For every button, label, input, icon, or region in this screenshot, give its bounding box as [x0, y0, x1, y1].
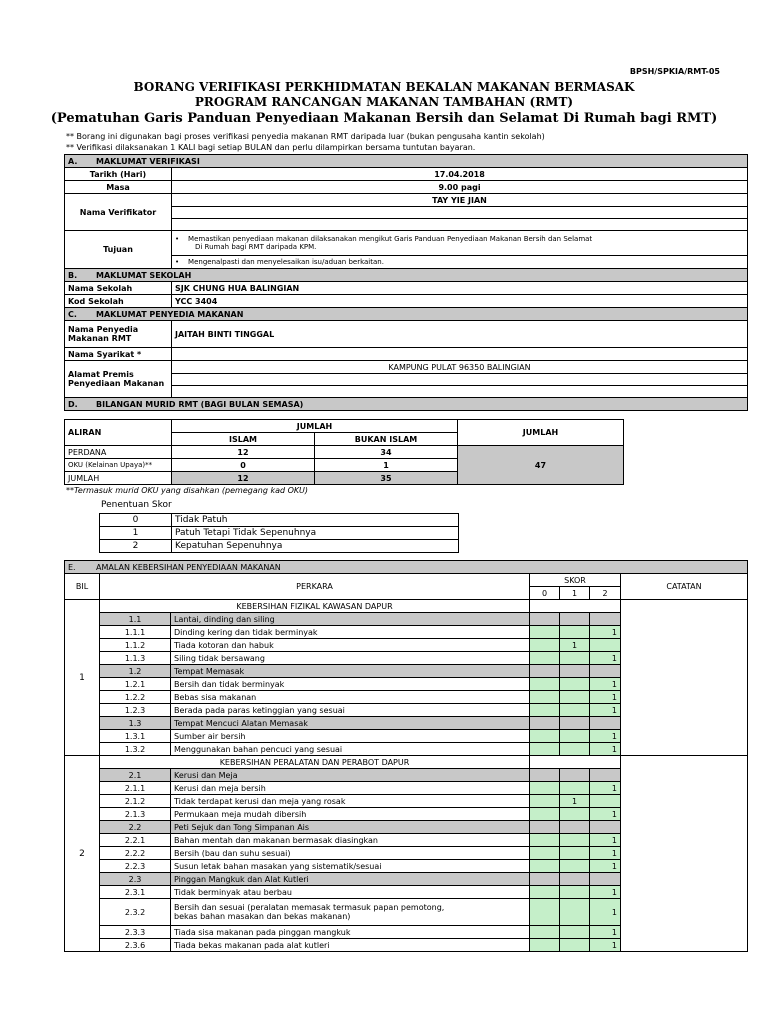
score-0-cell[interactable]: [530, 691, 560, 704]
skor-0-header: 0: [530, 587, 560, 600]
score-0-cell[interactable]: [530, 860, 560, 873]
score-value: 2: [100, 540, 172, 553]
score-2-cell[interactable]: 1: [590, 730, 621, 743]
score-2-cell[interactable]: 1: [590, 704, 621, 717]
table-row: [100, 540, 459, 553]
category-title: KEBERSIHAN PERALATAN DAN PERABOT DAPUR: [100, 756, 530, 769]
oku-bukan-islam[interactable]: 1: [315, 459, 458, 472]
section-c-label: C.: [68, 309, 77, 319]
item-number: 2.2.3: [100, 860, 171, 873]
total-students: 47: [458, 446, 624, 485]
score-0-cell[interactable]: [530, 808, 560, 821]
masa-value[interactable]: 9.00 pagi: [172, 181, 748, 194]
form-title-line2: PROGRAM RANCANGAN MAKANAN TAMBAHAN (RMT): [194, 95, 574, 109]
item-number: 1.2.3: [100, 704, 171, 717]
item-text: Kerusi dan meja bersih: [171, 782, 530, 795]
subcategory-title: Kerusi dan Meja: [171, 769, 530, 782]
table-row: [100, 527, 459, 540]
score-value: 0: [100, 514, 172, 527]
verification-info-table: [64, 154, 748, 411]
category-title: KEBERSIHAN FIZIKAL KAWASAN DAPUR: [100, 600, 530, 613]
item-number: 1.2.1: [100, 678, 171, 691]
item-number: 1.1: [100, 613, 171, 626]
score-0-cell[interactable]: [530, 834, 560, 847]
item-number: 2.3: [100, 873, 171, 886]
kod-sekolah-value[interactable]: YCC 3404: [172, 295, 748, 308]
item-number: 2.1: [100, 769, 171, 782]
item-text: Bebas sisa makanan: [171, 691, 530, 704]
form-note-2: ** Verifikasi dilaksanakan 1 KALI bagi setiap BULAN dan perlu dilampirkan bersama tuntutan bayaran.: [66, 143, 476, 152]
score-1-cell: [560, 665, 590, 678]
section-a-title: MAKLUMAT VERIFIKASI: [96, 156, 200, 166]
score-0-cell[interactable]: [530, 847, 560, 860]
score-2-cell: [590, 717, 621, 730]
form-title-line3: (Pematuhan Garis Panduan Penyediaan Makanan Bersih dan Selamat Di Rumah bagi RMT): [50, 111, 718, 126]
item-number: 2.3.2: [100, 899, 171, 926]
verifikator-blank-1[interactable]: [172, 207, 748, 219]
syarikat-value[interactable]: [172, 348, 748, 361]
perkara-header: PERKARA: [100, 574, 530, 600]
section-c-header: [65, 308, 748, 321]
score-1-cell: [560, 769, 590, 782]
section-e-label: E.: [68, 562, 76, 572]
section-b-header: [65, 269, 748, 282]
score-0-cell: [530, 717, 560, 730]
item-number: 1.1.3: [100, 652, 171, 665]
score-2-cell[interactable]: 1: [590, 939, 621, 952]
item-text: Siling tidak bersawang: [171, 652, 530, 665]
score-2-cell[interactable]: 1: [590, 899, 621, 926]
aliran-jumlah: JUMLAH: [65, 472, 172, 485]
score-description: Patuh Tetapi Tidak Sepenuhnya: [172, 527, 459, 540]
subcategory-title: Lantai, dinding dan siling: [171, 613, 530, 626]
item-text: Menggunakan bahan pencuci yang sesuai: [171, 743, 530, 756]
score-2-cell[interactable]: 1: [590, 743, 621, 756]
aliran-perdana: PERDANA: [65, 446, 172, 459]
score-0-cell[interactable]: [530, 639, 560, 652]
item-text: Bersih dan sesuai (peralatan memasak termasuk papan pemotong, bekas bahan masakan dan bekas makanan): [171, 899, 530, 926]
score-2-cell[interactable]: 1: [590, 847, 621, 860]
bukan-islam-header: BUKAN ISLAM: [315, 433, 458, 446]
score-2-cell[interactable]: 1: [590, 626, 621, 639]
form-notes: [66, 131, 545, 153]
score-1-cell[interactable]: [560, 730, 590, 743]
score-2-cell[interactable]: 1: [590, 808, 621, 821]
category-score-blank: [530, 756, 621, 769]
jumlah-group-header: JUMLAH: [172, 420, 458, 433]
category-score-blank: [530, 600, 621, 613]
score-2-cell[interactable]: [590, 795, 621, 808]
bullet-icon: •: [175, 235, 189, 243]
bil-number: 2: [65, 756, 100, 952]
item-number: 1.3: [100, 717, 171, 730]
penyedia-value[interactable]: JAITAH BINTI TINGGAL: [172, 321, 748, 348]
alamat-blank-1[interactable]: [172, 374, 748, 386]
item-number: 2.1.3: [100, 808, 171, 821]
section-e-header: [65, 561, 748, 574]
score-1-cell[interactable]: [560, 743, 590, 756]
item-text: Tiada bekas makanan pada alat kutleri: [171, 939, 530, 952]
verifikator-value[interactable]: TAY YIE JIAN: [172, 194, 748, 207]
catatan-cell[interactable]: [621, 600, 748, 756]
item-number: 1.2: [100, 665, 171, 678]
score-1-cell[interactable]: [560, 847, 590, 860]
score-1-cell[interactable]: [560, 626, 590, 639]
form-title-block: [0, 79, 768, 128]
score-1-cell: [560, 613, 590, 626]
score-0-cell[interactable]: [530, 743, 560, 756]
score-1-cell[interactable]: [560, 860, 590, 873]
item-number: 1.1.2: [100, 639, 171, 652]
score-2-cell[interactable]: 1: [590, 691, 621, 704]
item-number: 2.2: [100, 821, 171, 834]
score-0-cell[interactable]: [530, 730, 560, 743]
subcategory-title: Pinggan Mangkuk dan Alat Kutleri: [171, 873, 530, 886]
score-0-cell: [530, 769, 560, 782]
score-0-cell[interactable]: [530, 926, 560, 939]
form-note-1: ** Borang ini digunakan bagi proses verifikasi penyedia makanan RMT daripada luar (bukan pengusaha kantin sekolah): [66, 132, 545, 141]
tujuan-item-2: • Mengenalpasti dan menyelesaikan isu/aduan berkaitan.: [172, 256, 748, 269]
score-2-cell[interactable]: [590, 639, 621, 652]
catatan-cell[interactable]: [621, 756, 748, 952]
syarikat-label: Nama Syarikat *: [65, 348, 172, 361]
hygiene-practice-table: [64, 560, 748, 952]
score-2-cell[interactable]: 1: [590, 926, 621, 939]
score-1-cell[interactable]: [560, 926, 590, 939]
perdana-bukan-islam[interactable]: 34: [315, 446, 458, 459]
oku-islam[interactable]: 0: [172, 459, 315, 472]
item-number: 2.1.1: [100, 782, 171, 795]
score-description: Kepatuhan Sepenuhnya: [172, 540, 459, 553]
perdana-islam[interactable]: 12: [172, 446, 315, 459]
item-text: Dinding kering dan tidak berminyak: [171, 626, 530, 639]
bil-number: 1: [65, 600, 100, 756]
nama-sekolah-value[interactable]: SJK CHUNG HUA BALINGIAN: [172, 282, 748, 295]
section-a-header: [65, 155, 748, 168]
item-number: 2.2.1: [100, 834, 171, 847]
score-0-cell[interactable]: [530, 886, 560, 899]
item-text: Bahan mentah dan makanan bermasak diasingkan: [171, 834, 530, 847]
score-1-cell[interactable]: [560, 652, 590, 665]
score-1-cell[interactable]: [560, 678, 590, 691]
score-2-cell: [590, 613, 621, 626]
kod-sekolah-label: Kod Sekolah: [65, 295, 172, 308]
item-number: 1.3.1: [100, 730, 171, 743]
aliran-oku: OKU (Kelainan Upaya)**: [65, 459, 172, 472]
section-d-label: D.: [68, 399, 78, 409]
verifikator-blank-2[interactable]: [172, 219, 748, 231]
score-legend-table: [99, 513, 459, 553]
bullet-icon: •: [175, 258, 189, 266]
penyedia-label: Nama Penyedia Makanan RMT: [65, 321, 172, 348]
bil-header: BIL: [65, 574, 100, 600]
item-text: Berada pada paras ketinggian yang sesuai: [171, 704, 530, 717]
score-1-cell[interactable]: [560, 782, 590, 795]
oku-note: **Termasuk murid OKU yang disahkan (pemegang kad OKU): [66, 486, 308, 495]
score-2-cell: [590, 821, 621, 834]
score-0-cell: [530, 665, 560, 678]
item-number: 2.3.3: [100, 926, 171, 939]
subcategory-title: Peti Sejuk dan Tong Simpanan Ais: [171, 821, 530, 834]
score-1-cell[interactable]: 1: [560, 639, 590, 652]
score-0-cell[interactable]: [530, 704, 560, 717]
section-d-title: BILANGAN MURID RMT (BAGI BULAN SEMASA): [96, 399, 304, 409]
item-text: Tidak berminyak atau berbau: [171, 886, 530, 899]
item-number: 1.1.1: [100, 626, 171, 639]
item-text: Bersih dan tidak berminyak: [171, 678, 530, 691]
jumlah-bukan-islam: 35: [315, 472, 458, 485]
score-1-cell: [560, 873, 590, 886]
section-b-title: MAKLUMAT SEKOLAH: [96, 270, 192, 280]
score-1-cell[interactable]: [560, 886, 590, 899]
score-0-cell[interactable]: [530, 782, 560, 795]
score-2-cell[interactable]: 1: [590, 860, 621, 873]
item-number: 1.2.2: [100, 691, 171, 704]
score-0-cell[interactable]: [530, 626, 560, 639]
section-e-title: AMALAN KEBERSIHAN PENYEDIAAN MAKANAN: [96, 562, 281, 572]
score-description: Tidak Patuh: [172, 514, 459, 527]
score-value: 1: [100, 527, 172, 540]
score-legend-title: Penentuan Skor: [101, 500, 172, 510]
subcategory-title: Tempat Mencuci Alatan Memasak: [171, 717, 530, 730]
table-row: [100, 514, 459, 527]
student-count-table: [64, 419, 624, 485]
aliran-header: ALIRAN: [65, 420, 172, 446]
tarikh-label: Tarikh (Hari): [65, 168, 172, 181]
alamat-blank-2[interactable]: [172, 386, 748, 398]
score-0-cell[interactable]: [530, 939, 560, 952]
item-number: 2.2.2: [100, 847, 171, 860]
islam-header: ISLAM: [172, 433, 315, 446]
score-0-cell: [530, 613, 560, 626]
item-text: Tiada sisa makanan pada pinggan mangkuk: [171, 926, 530, 939]
score-1-cell[interactable]: 1: [560, 795, 590, 808]
score-0-cell[interactable]: [530, 652, 560, 665]
item-text: Susun letak bahan masakan yang sistematik/sesuai: [171, 860, 530, 873]
catatan-header: CATATAN: [621, 574, 748, 600]
form-reference-code: BPSH/SPKIA/RMT-05: [629, 67, 720, 76]
item-text: Sumber air bersih: [171, 730, 530, 743]
tujuan-item-1: • Memastikan penyediaan makanan dilaksanakan mengikut Garis Panduan Penyediaan Makanan Bersih dan Selamat Di Rumah bagi RMT daripada KPM.: [172, 231, 748, 256]
nama-sekolah-label: Nama Sekolah: [65, 282, 172, 295]
verifikator-label: Nama Verifikator: [65, 194, 172, 231]
score-2-cell[interactable]: 1: [590, 678, 621, 691]
tarikh-value[interactable]: 17.04.2018: [172, 168, 748, 181]
score-2-cell: [590, 769, 621, 782]
score-1-cell[interactable]: [560, 704, 590, 717]
item-text: Permukaan meja mudah dibersih: [171, 808, 530, 821]
item-number: 1.3.2: [100, 743, 171, 756]
jumlah-column-header: JUMLAH: [458, 420, 624, 446]
score-2-cell[interactable]: 1: [590, 886, 621, 899]
skor-header: SKOR: [530, 574, 621, 587]
score-1-cell: [560, 717, 590, 730]
score-1-cell[interactable]: [560, 834, 590, 847]
item-number: 2.3.6: [100, 939, 171, 952]
score-0-cell: [530, 873, 560, 886]
masa-label: Masa: [65, 181, 172, 194]
skor-2-header: 2: [590, 587, 621, 600]
item-text: Bersih (bau dan suhu sesuai): [171, 847, 530, 860]
score-1-cell: [560, 821, 590, 834]
section-a-label: A.: [68, 156, 78, 166]
category-header-row: [65, 600, 748, 613]
score-2-cell: [590, 665, 621, 678]
skor-1-header: 1: [560, 587, 590, 600]
score-1-cell[interactable]: [560, 939, 590, 952]
score-0-cell[interactable]: [530, 678, 560, 691]
category-header-row: [65, 756, 748, 769]
score-0-cell: [530, 821, 560, 834]
score-1-cell[interactable]: [560, 899, 590, 926]
section-d-header: [65, 398, 748, 411]
item-text: Tidak terdapat kerusi dan meja yang rosak: [171, 795, 530, 808]
score-0-cell[interactable]: [530, 795, 560, 808]
section-c-title: MAKLUMAT PENYEDIA MAKANAN: [96, 309, 244, 319]
item-number: 2.3.1: [100, 886, 171, 899]
section-b-label: B.: [68, 270, 78, 280]
alamat-label: Alamat Premis Penyediaan Makanan: [65, 361, 172, 398]
score-1-cell[interactable]: [560, 808, 590, 821]
table-row: [65, 446, 624, 459]
score-2-cell[interactable]: 1: [590, 834, 621, 847]
item-number: 2.1.2: [100, 795, 171, 808]
score-1-cell[interactable]: [560, 691, 590, 704]
subcategory-title: Tempat Memasak: [171, 665, 530, 678]
score-2-cell[interactable]: 1: [590, 652, 621, 665]
score-2-cell[interactable]: 1: [590, 782, 621, 795]
score-2-cell: [590, 873, 621, 886]
form-title-line1: BORANG VERIFIKASI PERKHIDMATAN BEKALAN MAKANAN BERMASAK: [133, 80, 635, 94]
tujuan-label: Tujuan: [65, 231, 172, 269]
score-0-cell[interactable]: [530, 899, 560, 926]
item-text: Tiada kotoran dan habuk: [171, 639, 530, 652]
alamat-value[interactable]: KAMPUNG PULAT 96350 BALINGIAN: [172, 361, 748, 374]
jumlah-islam: 12: [172, 472, 315, 485]
